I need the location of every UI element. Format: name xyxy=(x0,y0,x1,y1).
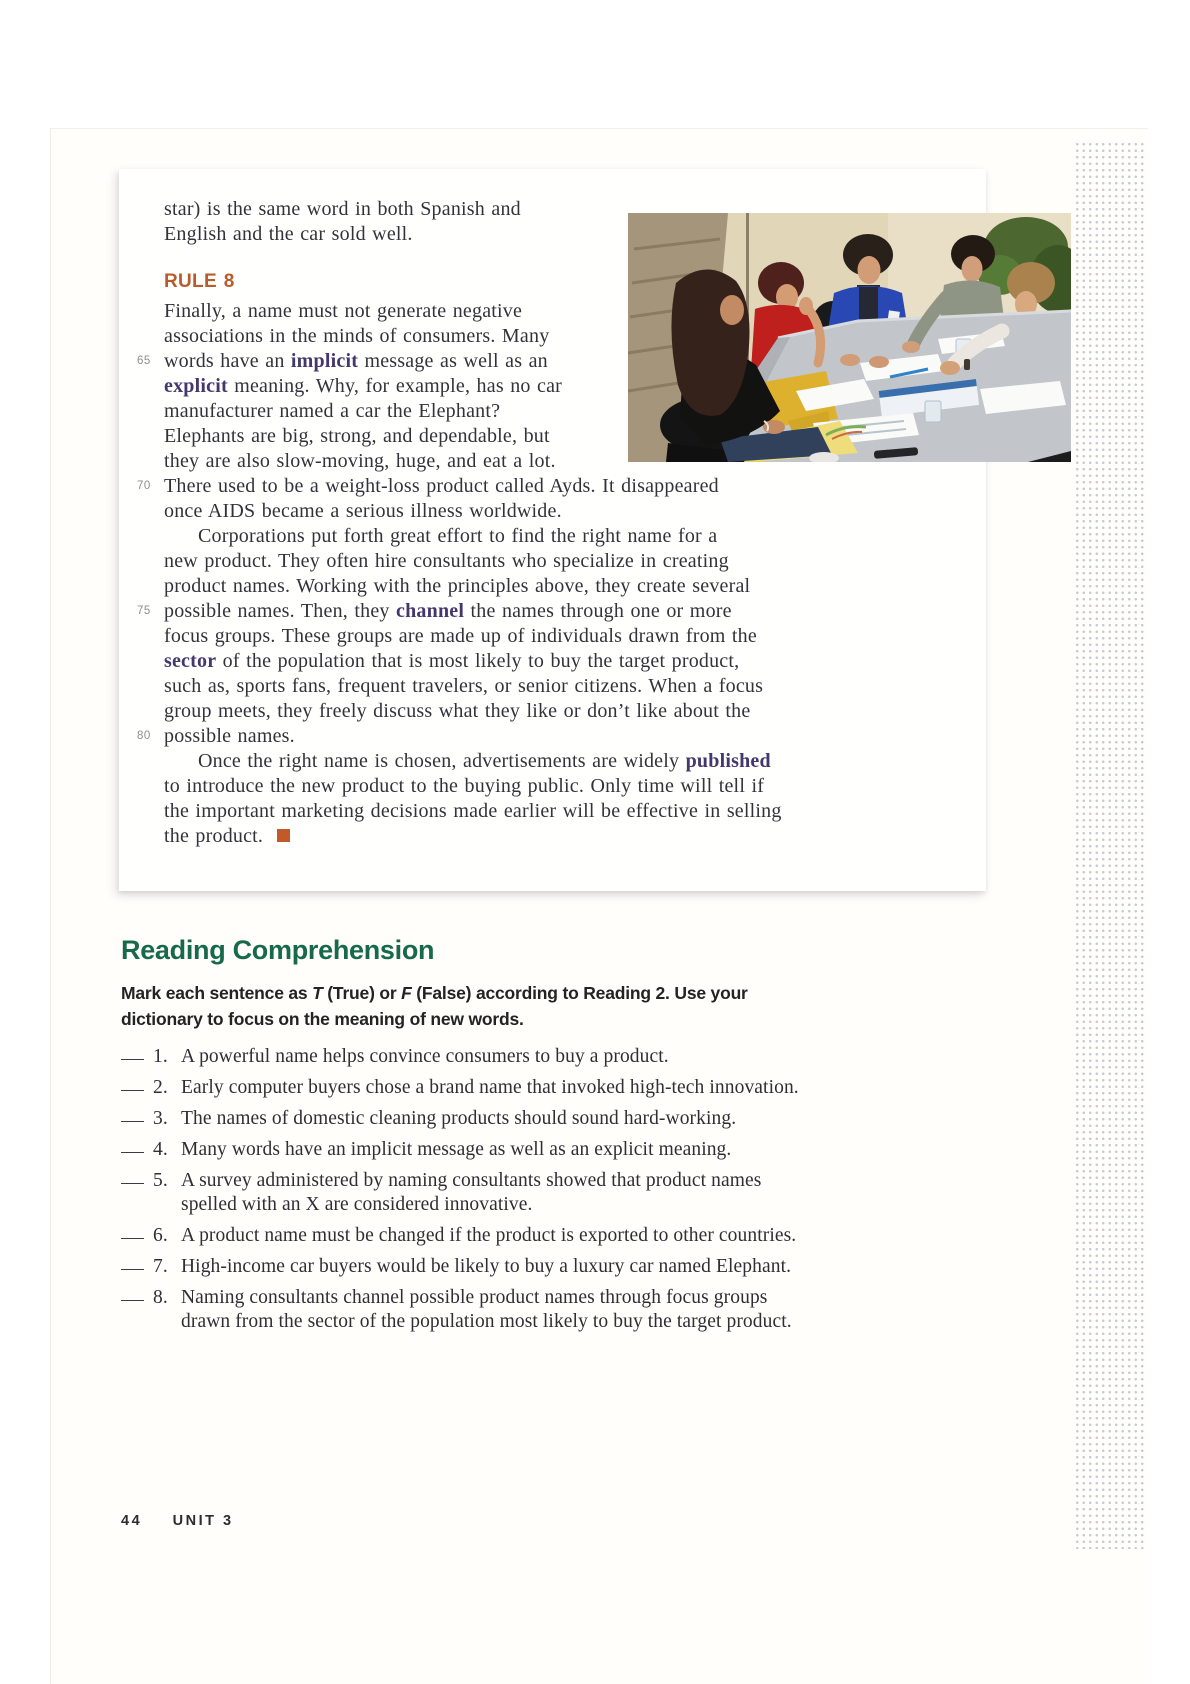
answer-blank xyxy=(121,1076,144,1091)
passage-line: Finally, a name must not generate negative xyxy=(164,300,523,322)
water-glass-2 xyxy=(925,401,941,422)
item-number: 4. xyxy=(153,1139,168,1160)
passage-line: they are also slow-moving, huge, and eat a lot. xyxy=(164,450,556,472)
item-number: 7. xyxy=(153,1256,168,1277)
item-text-line: A powerful name helps convince consumers to buy a product. xyxy=(181,1046,669,1067)
item-number: 1. xyxy=(153,1046,168,1067)
passage-line: explicit meaning. Why, for example, has no car xyxy=(164,375,563,397)
item-text-line: spelled with an X are considered innovative. xyxy=(181,1194,533,1215)
true-false-item xyxy=(121,1045,1061,1069)
meeting-photo xyxy=(628,213,1071,462)
passage-line: new product. They often hire consultants who specialize in creating xyxy=(164,550,729,572)
vocab-word: implicit xyxy=(290,350,359,372)
passage-line: sector of the population that is most likely to buy the target product, xyxy=(164,650,740,672)
wrist-watch xyxy=(964,359,970,370)
passage-line: group meets, they freely discuss what they like or don’t like about the xyxy=(164,700,751,722)
true-false-item xyxy=(121,1286,1061,1334)
passage-line: 70 There used to be a weight-loss product called Ayds. It disappeared xyxy=(137,475,719,497)
passage-line: focus groups. These groups are made up of individuals drawn from the xyxy=(164,625,757,647)
passage-line: 75 possible names. Then, they channel the names through one or more xyxy=(137,600,732,622)
item-text-line: Many words have an implicit message as well as an explicit meaning. xyxy=(181,1139,732,1160)
answer-blank xyxy=(121,1107,144,1122)
item-text xyxy=(181,1076,1061,1100)
item-text xyxy=(181,1224,1061,1248)
answer-blank xyxy=(121,1138,144,1153)
true-false-item xyxy=(121,1076,1061,1100)
true-false-item xyxy=(121,1169,1061,1217)
item-text-line: A product name must be changed if the product is exported to other countries. xyxy=(181,1225,797,1246)
page-footer xyxy=(121,1513,234,1529)
item-text-line: Early computer buyers chose a brand name that invoked high-tech innovation. xyxy=(181,1077,799,1098)
passage-line: star) is the same word in both Spanish and xyxy=(164,198,521,220)
dot-pattern xyxy=(1074,141,1146,1549)
passage-line: English and the car sold well. xyxy=(164,223,413,245)
item-text xyxy=(181,1255,1061,1279)
true-false-item xyxy=(121,1255,1061,1279)
true-false-item xyxy=(121,1138,1061,1162)
passage-line: Corporations put forth great effort to find the right name for a xyxy=(198,525,718,547)
passage-line: to introduce the new product to the buying public. Only time will tell if xyxy=(164,775,765,797)
passage-line: the product. xyxy=(164,824,782,849)
line-number: 70 xyxy=(137,480,151,492)
true-false-item xyxy=(121,1224,1061,1248)
passage-line: associations in the minds of consumers. Many xyxy=(164,325,550,347)
italic-text: T xyxy=(312,983,323,1003)
instruction-line: Mark each sentence as T (True) or F (False) according to Reading 2. Use your xyxy=(121,983,748,1003)
item-text-line: A survey administered by naming consultants showed that product names xyxy=(181,1170,762,1191)
vocab-word: sector xyxy=(164,650,217,672)
item-number: 5. xyxy=(153,1170,168,1191)
end-of-reading-square xyxy=(277,829,290,842)
item-number: 6. xyxy=(153,1225,168,1246)
section-heading: Reading Comprehension xyxy=(121,935,435,965)
answer-blank xyxy=(121,1169,144,1184)
passage-line: 80 possible names. xyxy=(137,725,295,747)
item-text-line: drawn from the sector of the population most likely to buy the target product. xyxy=(181,1311,792,1332)
question-list xyxy=(121,1045,1061,1334)
item-text xyxy=(181,1138,1061,1162)
passage-line: such as, sports fans, frequent travelers, or senior citizens. When a focus xyxy=(164,675,764,697)
item-text xyxy=(181,1169,1061,1217)
passage-line: 65 words have an implicit message as well as an xyxy=(137,350,548,372)
line-number: 65 xyxy=(137,355,151,367)
true-false-item xyxy=(121,1107,1061,1131)
item-number: 8. xyxy=(153,1287,168,1308)
passage-line: the important marketing decisions made earlier will be effective in selling xyxy=(164,800,782,822)
passage-line: manufacturer named a car the Elephant? xyxy=(164,400,501,422)
reading-comprehension-section xyxy=(121,935,1061,1341)
unit-label: UNIT 3 xyxy=(172,1513,234,1529)
page-number: 44 xyxy=(121,1513,143,1529)
item-number: 3. xyxy=(153,1108,168,1129)
passage-line: once AIDS became a serious illness worldwide. xyxy=(164,500,562,522)
passage-line: Elephants are big, strong, and dependable, but xyxy=(164,425,550,447)
item-number: 2. xyxy=(153,1077,168,1098)
instructions xyxy=(121,980,1061,1032)
passage-line: product names. Working with the principles above, they create several xyxy=(164,575,751,597)
item-text-line: High-income car buyers would be likely to buy a luxury car named Elephant. xyxy=(181,1256,792,1277)
line-number: 75 xyxy=(137,605,151,617)
vocab-word: explicit xyxy=(164,375,228,397)
vocab-word: channel xyxy=(396,600,465,622)
answer-blank xyxy=(121,1255,144,1270)
vocab-word: published xyxy=(685,750,771,772)
item-text-line: The names of domestic cleaning products should sound hard-working. xyxy=(181,1108,737,1129)
passage-line: Once the right name is chosen, advertisements are widely published xyxy=(198,750,771,772)
item-text xyxy=(181,1107,1061,1131)
textbook-page xyxy=(50,128,1148,1684)
line-number: 80 xyxy=(137,730,151,742)
rule-8-heading: RULE 8 xyxy=(164,271,235,292)
item-text xyxy=(181,1045,1061,1069)
italic-text: F xyxy=(401,983,412,1003)
answer-blank xyxy=(121,1045,144,1060)
item-text xyxy=(181,1286,1061,1334)
instruction-line: dictionary to focus on the meaning of new words. xyxy=(121,1009,524,1029)
answer-blank xyxy=(121,1286,144,1301)
item-text-line: Naming consultants channel possible product names through focus groups xyxy=(181,1287,768,1308)
answer-blank xyxy=(121,1224,144,1239)
